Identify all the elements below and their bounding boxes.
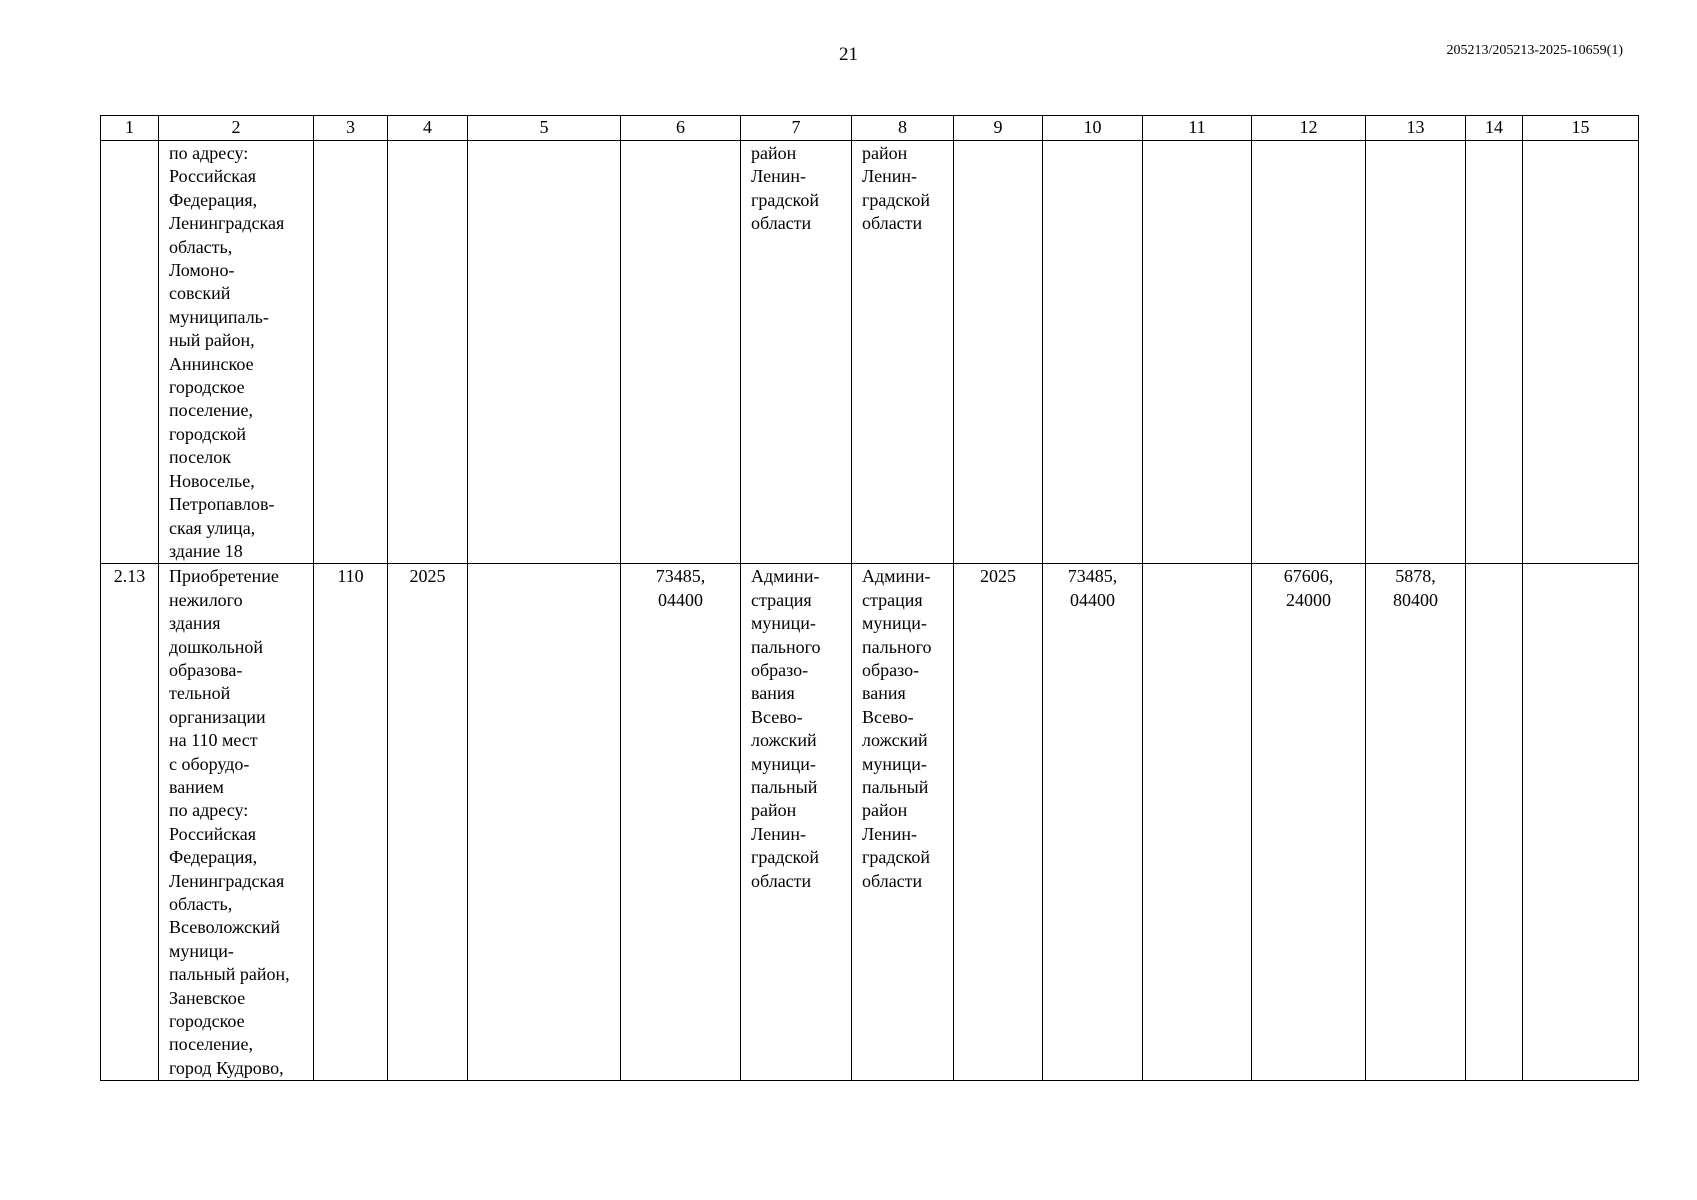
column-header: 14 (1466, 116, 1523, 141)
cell-text: 73485, 04400 (655, 566, 706, 610)
cell-col14 (1466, 141, 1523, 564)
cell-year-2 (954, 564, 1043, 1081)
cell-amount (621, 141, 741, 564)
cell-responsible (852, 141, 954, 564)
cell-customer (741, 564, 852, 1081)
cell-col11 (1143, 564, 1252, 1081)
column-header: 8 (852, 116, 954, 141)
cell-description (159, 564, 314, 1081)
cell-col15 (1523, 564, 1639, 1081)
column-header: 6 (621, 116, 741, 141)
cell-text: 2.13 (113, 566, 146, 587)
cell-text: район Ленин- градской области (751, 143, 819, 234)
cell-col14 (1466, 564, 1523, 1081)
cell-text: Приобретение нежилого здания дошкольной образова- тельной организации на 110 мест с оборудо- ванием по адресу: Российская Федерация, Ленинградская область, Всеволожский муници- пальный район, Заневское городское поселение, город Кудрово, (169, 566, 290, 1078)
cell-text: 73485, 04400 (1067, 566, 1118, 610)
cell-total (1043, 141, 1143, 564)
cell-text: Админи- страция муници- пального образо- вания Всево- ложский муници- пальный район Ленин- градской области (751, 566, 821, 891)
cell-text: 110 (337, 566, 364, 587)
cell-total (1043, 564, 1143, 1081)
table-row (101, 564, 1639, 1081)
cell-text: 2025 (980, 566, 1016, 587)
cell-text: 5878, 80400 (1393, 566, 1438, 610)
cell-col5 (468, 564, 621, 1081)
cell-customer (741, 141, 852, 564)
cell-text: Админи- страция муници- пального образо- вания Всево- ложский муници- пальный район Ленин- градской области (862, 566, 932, 891)
cell-text: 2025 (409, 566, 446, 587)
cell-description (159, 141, 314, 564)
cell-col12 (1252, 141, 1366, 564)
column-header: 9 (954, 116, 1043, 141)
cell-number (101, 564, 159, 1081)
cell-capacity (314, 141, 388, 564)
cell-year (388, 564, 468, 1081)
data-table (100, 115, 1639, 1081)
cell-responsible (852, 564, 954, 1081)
table-row (101, 141, 1639, 564)
column-header: 11 (1143, 116, 1252, 141)
cell-col12 (1252, 564, 1366, 1081)
cell-amount (621, 564, 741, 1081)
cell-text: по адресу: Российская Федерация, Ленинградская область, Ломоно- совский муниципаль- ный район, Аннинское городское поселение, городской поселок Новоселье, Петропавлов- ская улица, здание 18 (169, 143, 285, 561)
cell-number (101, 141, 159, 564)
table-header-row (101, 116, 1639, 141)
column-header: 3 (314, 116, 388, 141)
cell-year (388, 141, 468, 564)
document-id: 205213/205213-2025-10659(1) (1446, 43, 1623, 58)
column-header: 1 (101, 116, 159, 141)
cell-col11 (1143, 141, 1252, 564)
column-header: 2 (159, 116, 314, 141)
cell-capacity (314, 564, 388, 1081)
cell-col13 (1366, 564, 1466, 1081)
column-header: 10 (1043, 116, 1143, 141)
cell-text: район Ленин- градской области (862, 143, 930, 234)
column-header: 7 (741, 116, 852, 141)
page-number: 21 (839, 44, 858, 65)
cell-year-2 (954, 141, 1043, 564)
cell-col13 (1366, 141, 1466, 564)
cell-col15 (1523, 141, 1639, 564)
column-header: 12 (1252, 116, 1366, 141)
column-header: 15 (1523, 116, 1639, 141)
column-header: 4 (388, 116, 468, 141)
column-header: 13 (1366, 116, 1466, 141)
column-header: 5 (468, 116, 621, 141)
cell-text: 67606, 24000 (1283, 566, 1334, 610)
cell-col5 (468, 141, 621, 564)
